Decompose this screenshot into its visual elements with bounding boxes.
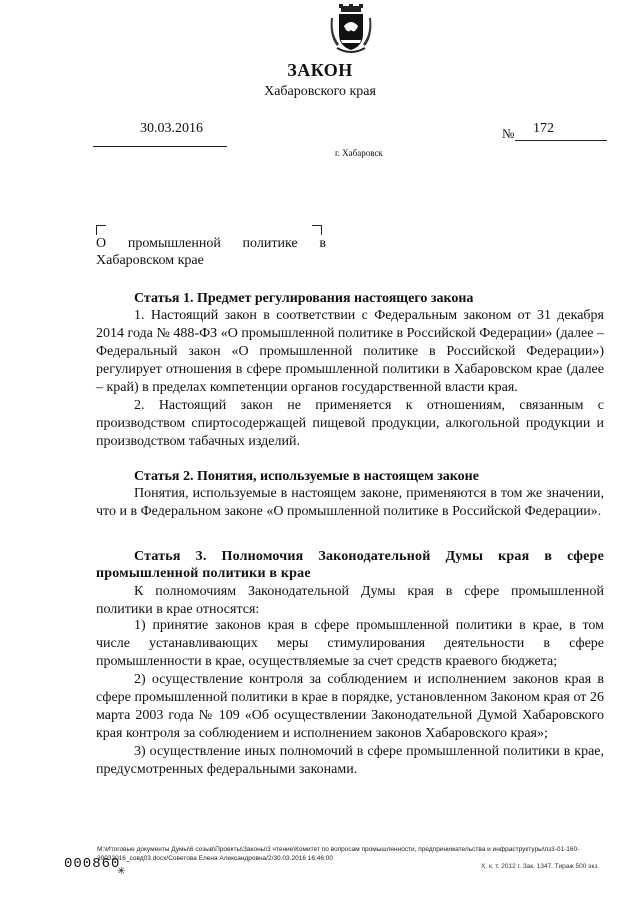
- document-region: Хабаровского края: [264, 84, 376, 99]
- number-label: №: [502, 126, 515, 141]
- article-3-item-2: 2) осуществление контроля за соблюдением и исполнением законов края в сфере промышленной политики в крае в порядке, установленном Законом края от 26 марта 2003 года № 109 «Об осуществлении Законодательной Думой Хабаровского края контроля за соблюдением и исполнением законов Хабаровского края»;: [96, 672, 604, 741]
- article-3-intro: К полномочиям Законодательной Думы края в сфере промышленной политики в крае относятся:: [96, 584, 604, 617]
- footer-file-path: М:\Итоговые документы Думы\6 созыв\Проекты\Законы\3 чтение\Комитет по вопросам промышленности, предпринимательства и инфраструктуры\пз3-01-160-30032016_совд03.docx/Советова Елена Александровна/2/30.03.2016 16:46:00: [97, 846, 580, 862]
- article-1-paragraph-2: 2. Настоящий закон не применяется к отношениям, связанным с производством спиртосодержащей пищевой продукции, алкогольной продукции и производством табачных изделий.: [96, 398, 604, 449]
- law-title-word-2: промышленной: [127, 236, 221, 251]
- document-type: ЗАКОН: [287, 60, 353, 80]
- footer-star-mark: ✳: [117, 866, 126, 877]
- article-2-heading: Статья 2. Понятия, используемые в настоящем законе: [134, 469, 479, 484]
- number-underline: [515, 140, 607, 141]
- law-title-word-1: О: [96, 236, 107, 251]
- article-3-item-3: 3) осуществление иных полномочий в сфере промышленной политики в крае, предусмотренных федеральными законами.: [96, 744, 604, 777]
- date-underline: [93, 146, 227, 147]
- document-city: г. Хабаровск: [335, 148, 383, 158]
- footer-serial-number: 000860: [64, 856, 121, 872]
- title-corner-right: [312, 225, 322, 235]
- article-1-heading: Статья 1. Предмет регулирования настоящего закона: [134, 291, 474, 306]
- article-3-heading: Статья 3. Полномочия Законодательной Думы края в сфере промышленной политики в крае: [96, 549, 604, 581]
- title-corner-left: [96, 225, 106, 235]
- article-1-paragraph-1: 1. Настоящий закон в соответствии с Федеральным законом от 31 декабря 2014 года № 488-ФЗ «О промышленной политике в Российской Федерации» (далее – Федеральный закон «О промышленной политике в Российской Федерации») регулирует отношения в сфере промышленной политики в Хабаровском крае (далее – край) в пределах компетенции органов государственной власти края.: [96, 308, 604, 395]
- article-3-item-1: 1) принятие законов края в сфере промышленной политики в крае, в том числе устанавливающих меры стимулирования деятельности в сфере промышленности в крае, осуществляемые за счет средств краевого бюджета;: [96, 618, 604, 669]
- law-title: [96, 235, 326, 269]
- document-number: 172: [533, 121, 554, 136]
- law-title-word-3: политике: [242, 236, 298, 251]
- document-date: 30.03.2016: [140, 121, 203, 136]
- footer-print-info: Х. к. т. 2012 г. Зак. 1347. Тираж 500 экз.: [481, 863, 600, 870]
- law-title-line-2: Хабаровском крае: [96, 253, 204, 268]
- law-title-word-4: в: [319, 236, 326, 251]
- article-2-paragraph-1: Понятия, используемые в настоящем законе, применяются в том же значении, что и в Федеральном законе «О промышленной политике в Российской Федерации».: [96, 486, 604, 519]
- coat-of-arms-emblem: [327, 4, 375, 56]
